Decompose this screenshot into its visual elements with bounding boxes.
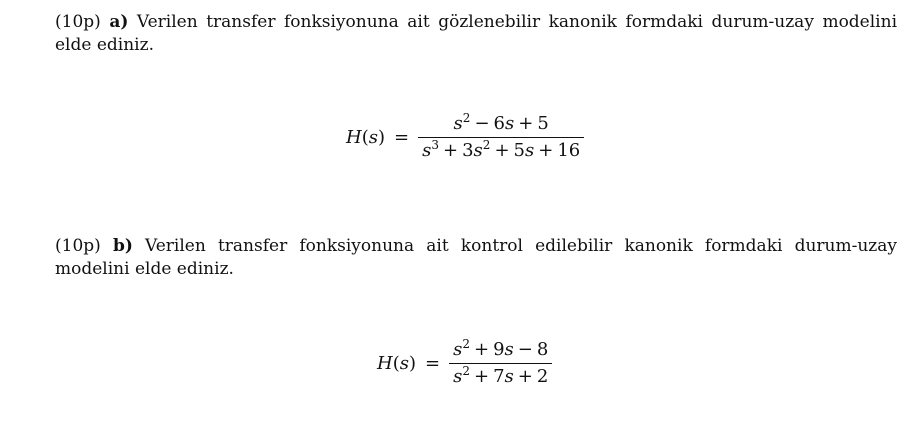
problem-a-statement: Verilen transfer fonksiyonuna ait gözlenebilir kanonik formdaki durum-uzay modelini elde ediniz. — [55, 12, 898, 55]
equation-b — [377, 338, 552, 389]
problem-a-text — [55, 11, 897, 57]
equation-a-lhs: H(s) — [346, 127, 386, 148]
problem-b-label: b) — [112, 236, 133, 256]
equation-b-equals: = — [425, 353, 441, 374]
problem-b-text — [55, 235, 897, 281]
problem-b-points: (10p) — [55, 236, 101, 256]
problem-a-points: (10p) — [55, 12, 101, 32]
problem-b-statement: Verilen transfer fonksiyonuna ait kontrol edilebilir kanonik formdaki durum-uzay modelini elde ediniz. — [55, 236, 897, 279]
equation-a — [346, 112, 584, 163]
equation-b-fraction — [449, 338, 552, 389]
equation-a-denominator: $s^3 + 3s^2 + 5s + 16$ — [422, 138, 581, 161]
equation-b-denominator: $s^2 + 7s + 2$ — [453, 364, 549, 387]
equation-b-numerator: $s^2 + 9s - 8$ — [453, 337, 549, 360]
equation-b-lhs: H(s) — [377, 353, 417, 374]
problem-a-label: a) — [109, 12, 129, 32]
equation-a-equals: = — [394, 127, 410, 148]
equation-a-fraction — [418, 112, 584, 163]
equation-a-numerator: $s^2 - 6s + 5$ — [453, 111, 549, 134]
equation-a-fraction-bar — [418, 137, 584, 138]
